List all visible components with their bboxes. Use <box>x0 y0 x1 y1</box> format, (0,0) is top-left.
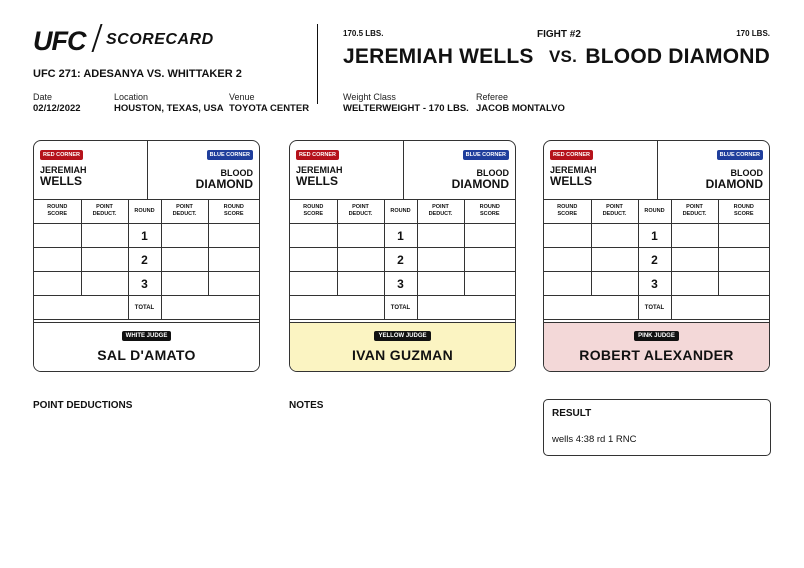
blue-point-deduct[interactable] <box>417 224 464 248</box>
red-round-score[interactable] <box>290 248 337 272</box>
round-number: 1 <box>638 224 671 248</box>
red-point-deduct[interactable] <box>81 224 128 248</box>
round-number: 1 <box>384 224 417 248</box>
blue-round-score[interactable] <box>464 272 515 296</box>
column-header: ROUND SCORE <box>718 199 769 224</box>
judge-scorecard <box>289 140 516 372</box>
total-label: TOTAL <box>128 296 161 320</box>
score-grid <box>544 199 769 320</box>
judge-footer <box>34 322 259 372</box>
blue-weight: 170 LBS. <box>736 29 770 38</box>
blue-point-deduct[interactable] <box>161 272 208 296</box>
red-total[interactable] <box>544 296 638 320</box>
column-header: ROUND <box>128 199 161 224</box>
point-deductions-heading: POINT DEDUCTIONS <box>33 400 133 411</box>
red-fighter-name: JEREMIAH WELLS <box>343 45 534 68</box>
red-corner-name: JEREMIAH WELLS <box>296 165 343 188</box>
blue-point-deduct[interactable] <box>671 248 718 272</box>
blue-point-deduct[interactable] <box>161 224 208 248</box>
card-header <box>290 141 515 200</box>
header-divider <box>317 24 318 104</box>
judge-footer <box>544 322 769 372</box>
venue-value: TOYOTA CENTER <box>229 103 310 114</box>
blue-round-score[interactable] <box>718 272 769 296</box>
corner-divider <box>403 141 404 199</box>
referee-label: Referee <box>476 92 509 102</box>
red-point-deduct[interactable] <box>337 248 384 272</box>
column-header: POINT DEDUCT. <box>337 199 384 224</box>
column-header: ROUND SCORE <box>208 199 259 224</box>
judge-scorecard <box>543 140 770 372</box>
red-point-deduct[interactable] <box>591 224 638 248</box>
round-number: 3 <box>638 272 671 296</box>
blue-point-deduct[interactable] <box>671 272 718 296</box>
round-row <box>544 272 769 296</box>
red-round-score[interactable] <box>34 224 81 248</box>
blue-round-score[interactable] <box>208 224 259 248</box>
red-round-score[interactable] <box>544 224 591 248</box>
notes-heading: NOTES <box>289 400 324 411</box>
red-corner-name: JEREMIAH WELLS <box>40 165 87 188</box>
event-title: UFC 271: ADESANYA VS. WHITTAKER 2 <box>33 68 242 80</box>
blue-round-score[interactable] <box>208 248 259 272</box>
judge-label: YELLOW JUDGE <box>374 331 430 341</box>
column-header: POINT DEDUCT. <box>161 199 208 224</box>
column-header: ROUND SCORE <box>290 199 337 224</box>
judge-label: WHITE JUDGE <box>122 331 172 341</box>
column-header: ROUND SCORE <box>544 199 591 224</box>
result-value: wells 4:38 rd 1 RNC <box>552 434 637 445</box>
red-total[interactable] <box>34 296 128 320</box>
column-header: ROUND SCORE <box>34 199 81 224</box>
card-header <box>544 141 769 200</box>
blue-fighter-name: BLOOD DIAMOND <box>585 45 770 68</box>
weight-class-label: Weight Class <box>343 92 396 102</box>
total-label: TOTAL <box>638 296 671 320</box>
blue-round-score[interactable] <box>464 224 515 248</box>
red-round-score[interactable] <box>290 224 337 248</box>
red-corner-name: JEREMIAH WELLS <box>550 165 597 188</box>
red-point-deduct[interactable] <box>81 272 128 296</box>
judge-name: SAL D'AMATO <box>97 347 196 363</box>
blue-round-score[interactable] <box>208 272 259 296</box>
round-row <box>34 272 259 296</box>
red-round-score[interactable] <box>34 272 81 296</box>
column-header: POINT DEDUCT. <box>671 199 718 224</box>
round-number: 3 <box>128 272 161 296</box>
location-value: HOUSTON, TEXAS, USA <box>114 103 224 114</box>
red-round-score[interactable] <box>290 272 337 296</box>
blue-round-score[interactable] <box>718 248 769 272</box>
date-value: 02/12/2022 <box>33 103 81 114</box>
blue-corner-name: BLOOD DIAMOND <box>195 168 253 191</box>
blue-point-deduct[interactable] <box>417 248 464 272</box>
result-label: RESULT <box>552 408 592 419</box>
date-label: Date <box>33 92 53 102</box>
round-row <box>290 272 515 296</box>
venue-label: Venue <box>229 92 255 102</box>
red-round-score[interactable] <box>34 248 81 272</box>
location-label: Location <box>114 92 149 102</box>
blue-point-deduct[interactable] <box>417 272 464 296</box>
weight-class-value: WELTERWEIGHT - 170 LBS. <box>343 103 469 114</box>
round-row <box>544 224 769 248</box>
round-number: 3 <box>384 272 417 296</box>
blue-corner-badge: BLUE CORNER <box>207 150 253 160</box>
blue-corner-badge: BLUE CORNER <box>717 150 763 160</box>
blue-point-deduct[interactable] <box>161 248 208 272</box>
column-header: ROUND <box>638 199 671 224</box>
red-corner-badge: RED CORNER <box>40 150 83 160</box>
blue-round-score[interactable] <box>464 248 515 272</box>
round-number: 2 <box>638 248 671 272</box>
total-label: TOTAL <box>384 296 417 320</box>
red-corner-badge: RED CORNER <box>296 150 339 160</box>
round-number: 1 <box>128 224 161 248</box>
corner-divider <box>147 141 148 199</box>
round-row <box>544 248 769 272</box>
red-total[interactable] <box>290 296 384 320</box>
red-point-deduct[interactable] <box>337 272 384 296</box>
card-header <box>34 141 259 200</box>
judge-label: PINK JUDGE <box>634 331 679 341</box>
result-box <box>543 399 771 456</box>
column-header: ROUND SCORE <box>464 199 515 224</box>
round-row <box>34 248 259 272</box>
logo-divider <box>91 24 102 52</box>
blue-round-score[interactable] <box>718 224 769 248</box>
score-grid <box>290 199 515 320</box>
ufc-logo: UFC <box>33 26 86 56</box>
judge-name: IVAN GUZMAN <box>351 347 454 363</box>
corner-divider <box>657 141 658 199</box>
blue-corner-name: BLOOD DIAMOND <box>451 168 509 191</box>
blue-corner-name: BLOOD DIAMOND <box>705 168 763 191</box>
judge-scorecard <box>33 140 260 372</box>
round-row <box>290 224 515 248</box>
round-row <box>290 248 515 272</box>
round-row <box>34 224 259 248</box>
column-header: POINT DEDUCT. <box>591 199 638 224</box>
score-grid <box>34 199 259 320</box>
referee-value: JACOB MONTALVO <box>476 103 565 114</box>
column-header: POINT DEDUCT. <box>81 199 128 224</box>
blue-total[interactable] <box>417 296 515 320</box>
blue-point-deduct[interactable] <box>671 224 718 248</box>
blue-total[interactable] <box>671 296 769 320</box>
red-point-deduct[interactable] <box>591 248 638 272</box>
red-point-deduct[interactable] <box>591 272 638 296</box>
round-number: 2 <box>128 248 161 272</box>
logo-subtitle: SCORECARD <box>106 31 214 48</box>
column-header: POINT DEDUCT. <box>417 199 464 224</box>
judge-name: ROBERT ALEXANDER <box>579 347 734 363</box>
column-header: ROUND <box>384 199 417 224</box>
red-round-score[interactable] <box>544 248 591 272</box>
red-point-deduct[interactable] <box>81 248 128 272</box>
red-point-deduct[interactable] <box>337 224 384 248</box>
fight-number: FIGHT #2 <box>537 29 581 40</box>
red-round-score[interactable] <box>544 272 591 296</box>
versus: VS. <box>549 47 578 66</box>
round-number: 2 <box>384 248 417 272</box>
red-weight: 170.5 LBS. <box>343 29 384 38</box>
red-corner-badge: RED CORNER <box>550 150 593 160</box>
blue-corner-badge: BLUE CORNER <box>463 150 509 160</box>
blue-total[interactable] <box>161 296 259 320</box>
judge-footer <box>290 322 515 372</box>
